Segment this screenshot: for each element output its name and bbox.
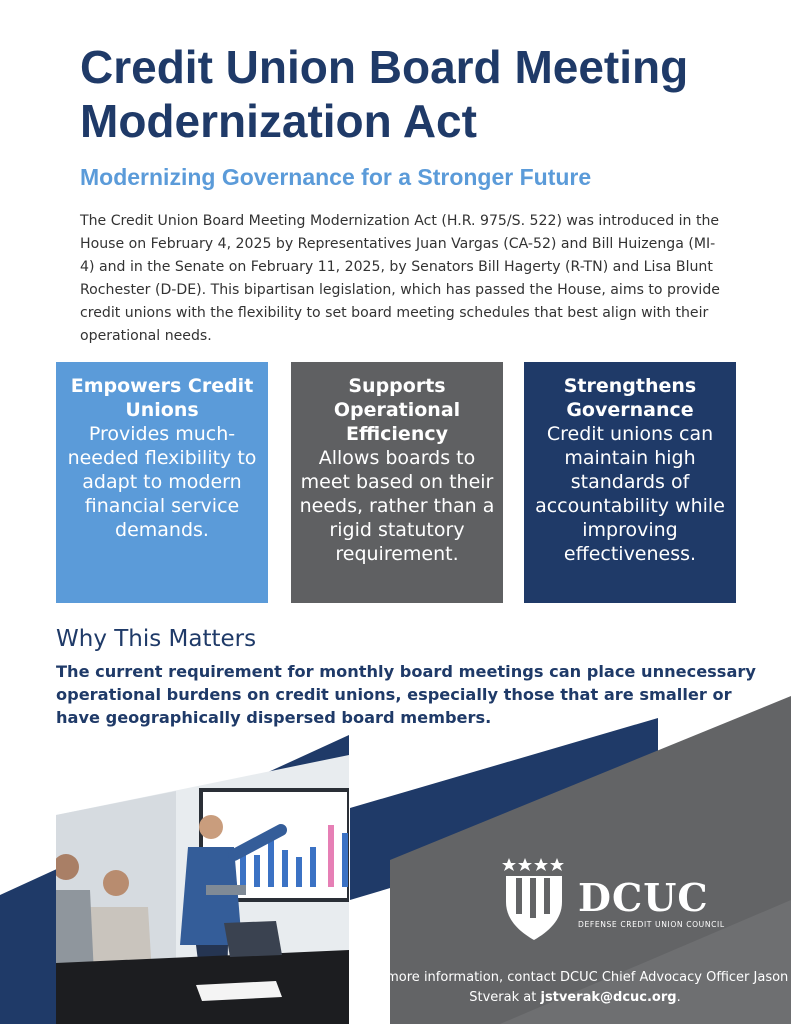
card-heading: Strengthens Governance [563, 375, 697, 421]
card-body: Allows boards to meet based on their needs, rather than a rigid statutory requirement. [299, 447, 495, 565]
contact-end: . [676, 990, 681, 1005]
card-body: Provides much-needed flexibility to adapt to modern financial service demands. [67, 423, 257, 541]
page-title: Credit Union Board Meeting Modernization Act [80, 41, 689, 147]
intro-paragraph: The Credit Union Board Meeting Modernization Act (H.R. 975/S. 522) was introduced in the House on February 4, 2025 by Representatives Juan Vargas (CA-52) and Bill Huizenga (MI-4) and in the Senate on February 11, 2025, by Senators Bill Hagerty (R-TN) and Lisa Blunt Rochester (D-DE). This bipartisan legislation, which has passed the House, aims to provide credit unions with the flexibility to set board meeting schedules that best align with their operational needs. [80, 213, 720, 344]
dcuc-logo-text: DCUC [578, 875, 709, 920]
why-this-matters-heading: Why This Matters [56, 626, 257, 652]
why-this-matters-body: The current requirement for monthly board meetings can place unnecessary operational burdens on credit unions, especially those that are smaller or have geographically dispersed board members. [56, 662, 756, 727]
star-icon [502, 858, 564, 871]
board-meeting-photo [56, 735, 349, 1024]
dcuc-logo-subtitle: DEFENSE CREDIT UNION COUNCIL [578, 920, 725, 929]
card-heading: Empowers Credit Unions [70, 375, 254, 421]
contact-info [360, 968, 790, 1008]
card-body: Credit unions can maintain high standards of accountability while improving effectiveness. [535, 423, 725, 565]
contact-text: For more information, contact DCUC Chief Advocacy Officer Jason Stverak at [361, 970, 789, 1005]
card-heading: Supports Operational Efficiency [333, 375, 461, 445]
contact-email-link[interactable]: jstverak@dcuc.org [540, 990, 677, 1005]
page-subtitle: Modernizing Governance for a Stronger Future [80, 164, 592, 190]
